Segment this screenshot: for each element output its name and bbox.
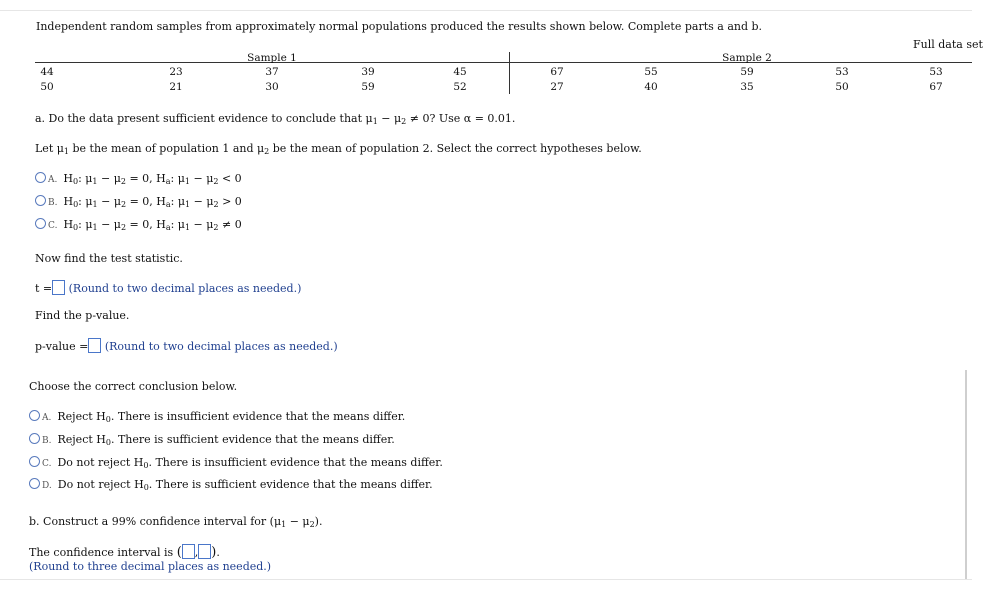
table-cell: 52 (453, 81, 467, 93)
pvalue-rounding-note: (Round to two decimal places as needed.) (104, 340, 338, 353)
table-header-rule (35, 62, 972, 63)
table-cell: 59 (740, 66, 754, 78)
table-cell: 37 (265, 66, 279, 78)
table-cell: 45 (453, 66, 467, 78)
test-statistic-prompt: Now find the test statistic. (35, 252, 183, 265)
hypothesis-option-b[interactable]: B. $H_0$: $\mu_1 - \mu_2 = 0$, $H_a$: $\mu_1 - \mu_2 > 0$ (35, 195, 242, 209)
full-data-set-link[interactable]: Full data set (913, 38, 983, 51)
table-cell: 53 (929, 66, 943, 78)
table-cell: 39 (361, 66, 375, 78)
top-divider (0, 10, 972, 11)
pvalue-label: p-value = (35, 340, 89, 353)
t-rounding-note: (Round to two decimal places as needed.) (68, 282, 302, 295)
pvalue-row (35, 338, 338, 353)
hypothesis-option-a[interactable]: A. $H_0$: $\mu_1 - \mu_2 = 0$, $H_a$: $\mu_1 - \mu_2 < 0$ (35, 172, 242, 186)
conclusion-option-d[interactable]: D. Do not reject $H_0$. There is sufficient evidence that the means differ. (29, 478, 433, 492)
radio-button[interactable] (29, 433, 40, 444)
table-cell: 23 (169, 66, 183, 78)
table-cell: 21 (169, 81, 183, 93)
open-paren: ( (176, 545, 182, 560)
pvalue-input[interactable] (88, 338, 101, 353)
ci-upper-input[interactable] (198, 544, 211, 559)
right-scroll-edge (965, 370, 967, 580)
ci-rounding-note: (Round to three decimal places as needed.) (29, 560, 272, 573)
table-cell: 40 (644, 81, 658, 93)
table-cell: 44 (40, 66, 54, 78)
close-paren: ) (211, 545, 217, 560)
table-cell: 50 (40, 81, 54, 93)
t-statistic-row (35, 280, 301, 295)
t-label: t = (35, 282, 53, 295)
table-cell: 53 (835, 66, 849, 78)
radio-button[interactable] (35, 218, 46, 229)
ci-lower-input[interactable] (182, 544, 195, 559)
radio-button[interactable] (35, 172, 46, 183)
conclusion-option-b[interactable]: B. Reject $H_0$. There is sufficient evidence that the means differ. (29, 433, 395, 447)
conclusion-prompt: Choose the correct conclusion below. (29, 380, 238, 393)
problem-intro: Independent random samples from approximately normal populations produced the results shown below. Complete parts a and b. (36, 20, 763, 33)
hypothesis-option-c[interactable]: C. $H_0$: $\mu_1 - \mu_2 = 0$, $H_a$: $\mu_1 - \mu_2 \ne 0$ (35, 218, 242, 232)
confidence-interval-row: The confidence interval is ( , ). (29, 545, 220, 560)
table-cell: 67 (929, 81, 943, 93)
radio-button[interactable] (29, 456, 40, 467)
sample2-header: Sample 2 (722, 52, 772, 64)
t-statistic-input[interactable] (52, 280, 65, 295)
bottom-divider (0, 579, 972, 580)
hypotheses-prompt: Let $\mu_1$ be the mean of population 1 and $\mu_2$ be the mean of population 2. Select the correct hypotheses below. (35, 142, 642, 156)
table-sample-divider (509, 52, 510, 94)
part-b-question: b. Construct a 99% confidence interval for $(\mu_1 - \mu_2)$. (29, 515, 323, 529)
table-cell: 50 (835, 81, 849, 93)
part-a-question: a. Do the data present sufficient evidence to conclude that $\mu_1 - \mu_2 \ne 0$? Use α = 0.01. (35, 112, 516, 126)
radio-button[interactable] (35, 195, 46, 206)
ci-label: The confidence interval is (29, 546, 174, 559)
table-cell: 27 (550, 81, 564, 93)
table-cell: 59 (361, 81, 375, 93)
pvalue-prompt: Find the p-value. (35, 309, 130, 322)
radio-button[interactable] (29, 478, 40, 489)
radio-button[interactable] (29, 410, 40, 421)
table-cell: 35 (740, 81, 754, 93)
table-cell: 30 (265, 81, 279, 93)
sample1-header: Sample 1 (247, 52, 297, 64)
conclusion-option-a[interactable]: A. Reject $H_0$. There is insufficient evidence that the means differ. (29, 410, 405, 424)
data-table (35, 52, 972, 94)
table-cell: 67 (550, 66, 564, 78)
table-cell: 55 (644, 66, 658, 78)
conclusion-option-c[interactable]: C. Do not reject $H_0$. There is insufficient evidence that the means differ. (29, 456, 443, 470)
